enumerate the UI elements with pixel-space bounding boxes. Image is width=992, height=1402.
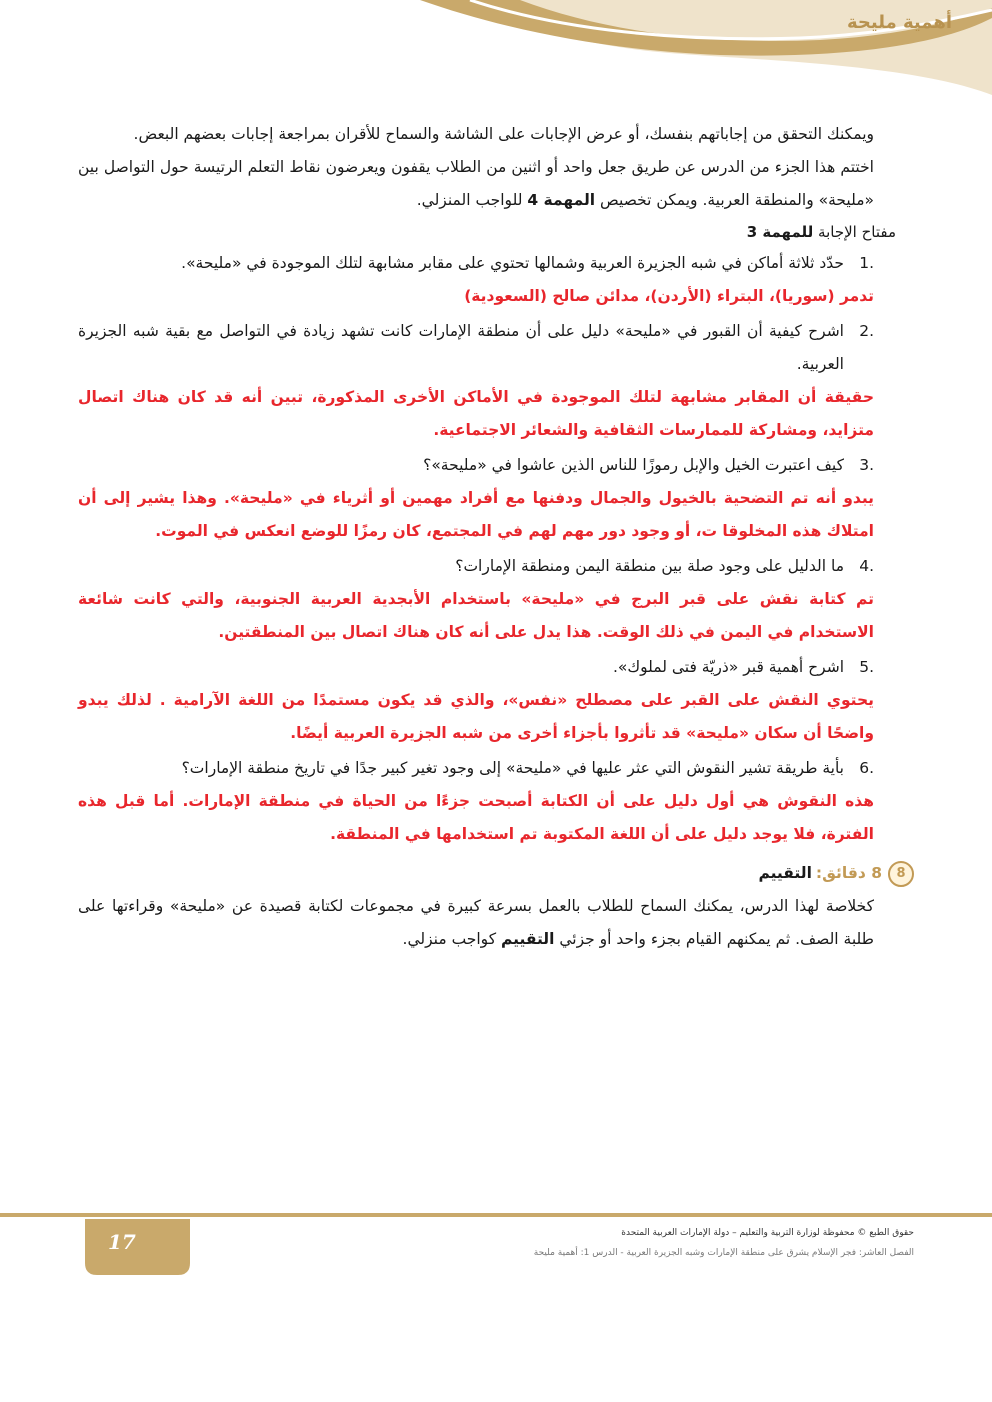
assessment-heading <box>78 857 914 890</box>
conclusion <box>78 890 874 956</box>
answer-text: هذه النقوش هي أول دليل على أن الكتابة أصبحت جزءًا من الحياة في منطقة الإمارات. أما قبل هذه الفترة، فلا يوجد دليل على أن اللغة المكتوبة تم استخدامها في المنطقة. <box>78 792 874 843</box>
assessment-title: التقييم <box>758 864 812 882</box>
answer-text: تدمر (سوريا)، البتراء (الأردن)، مدائن صالح (السعودية) <box>464 287 874 305</box>
copyright-line: حقوق الطبع © محفوظة لوزارة التربية والتعليم – دولة الإمارات العربية المتحدة <box>621 1228 914 1238</box>
footer-tab <box>85 1219 190 1275</box>
question-number: .1 <box>859 254 874 272</box>
answer-text: تم كتابة نقش على قبر البرج في «مليحة» باستخدام الأبجدية العربية الجنوبية، والتي كانت شائعة الاستخدام في اليمن في ذلك الوقت. هذا يدل على أنه كان هناك اتصال بين المنطقتين. <box>78 590 874 641</box>
page-number: 17 <box>108 1230 136 1254</box>
answer-key-title: مفتاح الإجابة للمهمة 3 <box>746 223 896 241</box>
question-item <box>78 247 874 280</box>
question-number: .4 <box>859 557 874 575</box>
question-text: بأية طريقة تشير النقوش التي عثر عليها في «مليحة» إلى وجود تغير كبير جدًا في تاريخ منطقة الإمارات؟ <box>181 759 844 777</box>
question-number: .3 <box>859 456 874 474</box>
question-item <box>78 550 874 583</box>
task-4-ref: المهمة 4 <box>527 191 596 209</box>
clock-badge-icon: 8 <box>888 861 914 887</box>
page-title: أهمية مليحة <box>847 12 952 33</box>
intro-paragraph-1: ويمكنك التحقق من إجاباتهم بنفسك، أو عرض الإجابات على الشاشة والسماح للأقران بمراجعة إجابات بعضهم البعض. <box>133 125 874 143</box>
question-number: .2 <box>859 322 874 340</box>
header-band <box>0 0 992 110</box>
answer-text: يحتوي النقش على القبر على مصطلح «نفس»، والذي قد يكون مستمدًا من اللغة الآرامية . لذلك يبدو واضحًا أن سكان «مليحة» قد تأثروا بأجزاء أخرى من شبه الجزيرة العربية أيضًا. <box>78 691 874 742</box>
questions-list <box>78 247 874 851</box>
question-item <box>78 449 874 482</box>
question-item <box>78 315 874 381</box>
footer-rule <box>0 1213 992 1217</box>
question-item <box>78 752 874 785</box>
question-text: كيف اعتبرت الخيل والإبل رموزًا للناس الذين عاشوا في «مليحة»؟ <box>423 456 844 474</box>
main-content <box>78 118 906 956</box>
answer-text: يبدو أنه تم التضحية بالخيول والجمال ودفنها مع أفراد مهمين أو أثرياء في «مليحة». وهذا يشير إلى أن امتلاك هذه المخلوقا ت، أو وجود دور مهم لهم في المجتمع، كان رمزًا للوضع انعكس في الموت. <box>78 489 874 540</box>
question-number: .5 <box>859 658 874 676</box>
intro-paragraph-2: اختتم هذا الجزء من الدرس عن طريق جعل واحد أو اثنين من الطلاب يقفون ويعرضون نقاط التعلم الرتيسة حول التواصل بين «مليحة» والمنطقة العربية. ويمكن تخصيص المهمة 4 للواجب المنزلي. <box>78 158 874 209</box>
question-text: حدّد ثلاثة أماكن في شبه الجزيرة العربية وشمالها تحتوي على مقابر مشابهة لتلك الموجودة في «مليحة». <box>181 254 844 272</box>
question-text: اشرح كيفية أن القبور في «مليحة» دليل على أن منطقة الإمارات كانت تشهد زيادة في التواصل مع بقية شبه الجزيرة العربية. <box>78 322 844 373</box>
question-text: ما الدليل على وجود صلة بين منطقة اليمن ومنطقة الإمارات؟ <box>455 557 844 575</box>
answer-text: حقيقة أن المقابر مشابهة لتلك الموجودة في الأماكن الأخرى المذكورة، تبين أنه قد كان هناك اتصال متزايد، ومشاركة للممارسات الثقافية والشعائر الاجتماعية. <box>78 388 874 439</box>
conclusion-text: كخلاصة لهذا الدرس، يمكنك السماح للطلاب بالعمل بسرعة كبيرة في مجموعات لكتابة قصيدة عن «مليحة» وقراءتها على طلبة الصف. ثم يمكنهم القيام بجزء واحد أو جزئي التقييم كواجب منزلي. <box>78 897 874 948</box>
question-item <box>78 651 874 684</box>
question-text: اشرح أهمية قبر «ذريّة فتى لملوك». <box>612 658 844 676</box>
footer-band <box>0 1205 992 1285</box>
question-number: .6 <box>859 759 874 777</box>
intro <box>78 118 874 217</box>
assessment-minutes: 8 دقائق: <box>815 864 882 882</box>
chapter-line: الفصل العاشر: فجر الإسلام يشرق على منطقة الإمارات وشبه الجزيرة العربية - الدرس 1: أهمية مليحة <box>533 1248 914 1258</box>
